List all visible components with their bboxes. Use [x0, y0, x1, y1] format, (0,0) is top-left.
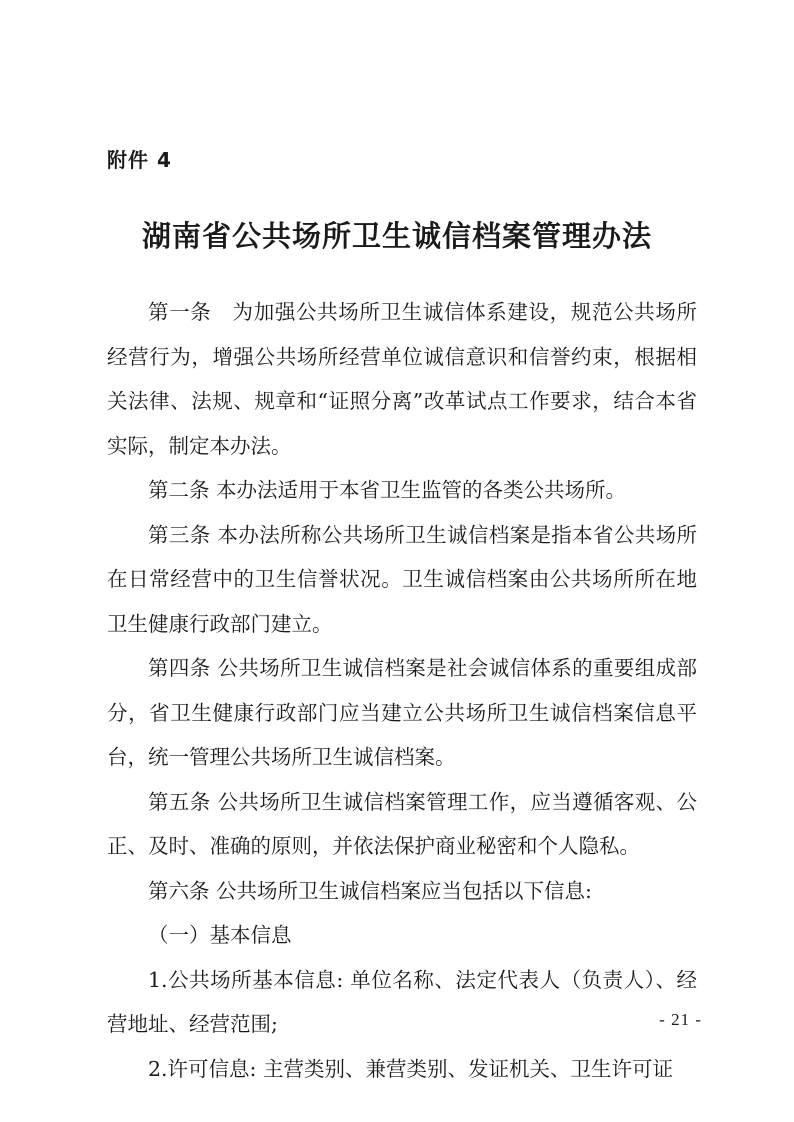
attachment-label: 附件 4 [107, 148, 172, 172]
paragraph-section-basic-info: （一）基本信息 [148, 923, 292, 947]
paragraph-item-2: 2.许可信息: 主营类别、兼营类别、发证机关、卫生许可证 [148, 1056, 673, 1081]
page-number: - 21 - [659, 1010, 702, 1029]
document-body [107, 290, 697, 1091]
paragraph-article-6: 第六条 公共场所卫生诚信档案应当包括以下信息: [148, 878, 592, 903]
paragraph-item-1: 1.公共场所基本信息: 单位名称、法定代表人（负责人）、经营地址、经营范围; [107, 967, 697, 1036]
paragraph-article-4: 第四条 公共场所卫生诚信档案是社会诚信体系的重要组成部分，省卫生健康行政部门应当建立公共场所卫生诚信档案信息平台，统一管理公共场所卫生诚信档案。 [107, 656, 697, 769]
paragraph-article-5: 第五条 公共场所卫生诚信档案管理工作，应当遵循客观、公正、及时、准确的原则，并依法保护商业秘密和个人隐私。 [107, 789, 697, 858]
paragraph-article-2: 第二条 本办法适用于本省卫生监管的各类公共场所。 [148, 478, 627, 502]
paragraph-article-1: 第一条 为加强公共场所卫生诚信体系建设，规范公共场所经营行为，增强公共场所经营单位诚信意识和信誉约束，根据相关法律、法规、规章和“证照分离”改革试点工作要求，结合本省实际，制定本办法。 [107, 300, 697, 458]
paragraph-article-3: 第三条 本办法所称公共场所卫生诚信档案是指本省公共场所在日常经营中的卫生信誉状况。卫生诚信档案由公共场所所在地卫生健康行政部门建立。 [107, 522, 697, 636]
document-title: 湖南省公共场所卫生诚信档案管理办法 [141, 219, 652, 253]
